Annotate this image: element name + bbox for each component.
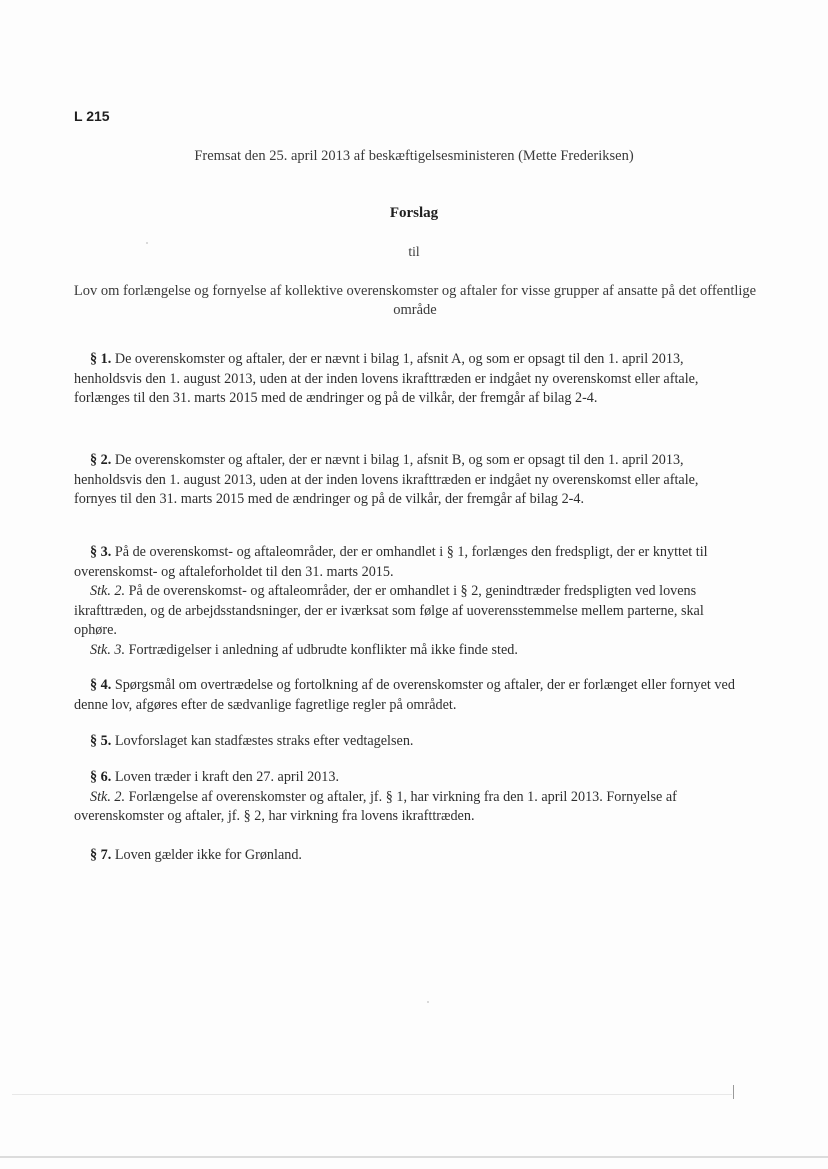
law-title: Lov om forlængelse og fornyelse af kollektive overenskomster og aftaler for visse grupper af ansatte på det offentlige område	[73, 283, 757, 318]
section-1-paragraph	[74, 350, 742, 409]
section-4-paragraph	[74, 676, 742, 715]
section-5-text: Lovforslaget kan stadfæstes straks efter vedtagelsen.	[114, 733, 414, 749]
proposal-til: til	[408, 244, 420, 259]
section-4	[74, 676, 742, 715]
section-1	[74, 350, 742, 409]
section-3-stk-2	[74, 582, 742, 641]
section-1-text: De overenskomster og aftaler, der er nævnt i bilag 1, afsnit A, og som er opsagt til den 1. april 2013, henholdsvis den 1. august 2013, uden at der inden lovens ikrafttræden er indgået ny overenskomst eller aftale, forlænges til den 31. marts 2015 med de ændringer og på de vilkår, der fremgår af bilag 2-4.	[74, 351, 699, 406]
presented-line: Fremsat den 25. april 2013 af beskæftigelsesministeren (Mette Frederiksen)	[194, 148, 634, 164]
proposal-heading: Forslag	[389, 205, 439, 221]
section-5-paragraph	[74, 732, 742, 752]
section-6-stk-2-text: Forlængelse af overenskomster og aftaler, jf. § 1, har virkning fra den 1. april 2013. Fornyelse af overenskomster og aftaler, jf. § 2, har virkning fra lovens ikrafttræden.	[74, 788, 677, 824]
section-3-stk-2-label: Stk. 2.	[90, 583, 126, 599]
document-number: L 215	[74, 108, 110, 124]
section-6	[74, 768, 742, 827]
section-2	[74, 451, 742, 510]
section-2-number: § 2.	[90, 452, 112, 468]
section-7-number: § 7.	[90, 847, 112, 863]
scan-speck	[146, 242, 148, 244]
section-6-stk-2-label: Stk. 2.	[90, 788, 126, 805]
section-2-text: De overenskomster og aftaler, der er nævnt i bilag 1, afsnit B, og som er opsagt til den 1. april 2013, henholdsvis den 1. august 2013, uden at der inden lovens ikrafttræden er indgået ny overenskomst eller aftale, fornyes til den 31. marts 2015 med de ændringer og på de vilkår, der fremgår af bilag 2-4.	[74, 452, 699, 507]
scan-artifact-bottom-edge	[0, 1156, 828, 1158]
section-3-stk-3	[74, 641, 742, 661]
section-1-number: § 1.	[90, 351, 112, 367]
section-3-stk-2-text: På de overenskomst- og aftaleområder, der er omhandlet i § 2, genindtræder fredspligten ved lovens ikrafttræden, og de arbejdsstandsninger, der er iværksat som følge af uoverensstemmelse mellem parterne, skal ophøre.	[74, 583, 704, 638]
section-3-text: På de overenskomst- og aftaleområder, der er omhandlet i § 1, forlænges den fredspligt, der er knyttet til overenskomst- og aftaleforholdet til den 31. marts 2015.	[74, 544, 708, 580]
section-5-number: § 5.	[90, 733, 112, 749]
section-4-text: Spørgsmål om overtrædelse og fortolkning af de overenskomster og aftaler, der er forlænget eller fornyet ved denne lov, afgøres efter de sædvanlige fagretlige regler på området.	[74, 677, 735, 713]
section-6-number: § 6.	[90, 769, 112, 785]
scan-artifact-line	[12, 1094, 732, 1095]
section-3-stk-3-label: Stk. 3.	[90, 641, 126, 658]
scan-artifact-tick	[733, 1085, 734, 1099]
section-6-stk-2	[74, 788, 742, 827]
section-2-paragraph	[74, 451, 742, 510]
section-3-stk-3-text: Fortrædigelser i anledning af udbrudte konflikter må ikke finde sted.	[128, 641, 518, 658]
section-3	[74, 543, 742, 660]
section-6-paragraph	[74, 768, 742, 788]
section-4-number: § 4.	[90, 677, 112, 693]
section-5	[74, 732, 742, 752]
section-3-number: § 3.	[90, 544, 112, 560]
section-7	[74, 846, 742, 866]
section-3-paragraph	[74, 543, 742, 582]
scan-speck	[427, 1001, 429, 1003]
section-7-paragraph	[74, 846, 742, 866]
section-6-text: Loven træder i kraft den 27. april 2013.	[114, 769, 340, 785]
section-7-text: Loven gælder ikke for Grønland.	[114, 847, 302, 863]
